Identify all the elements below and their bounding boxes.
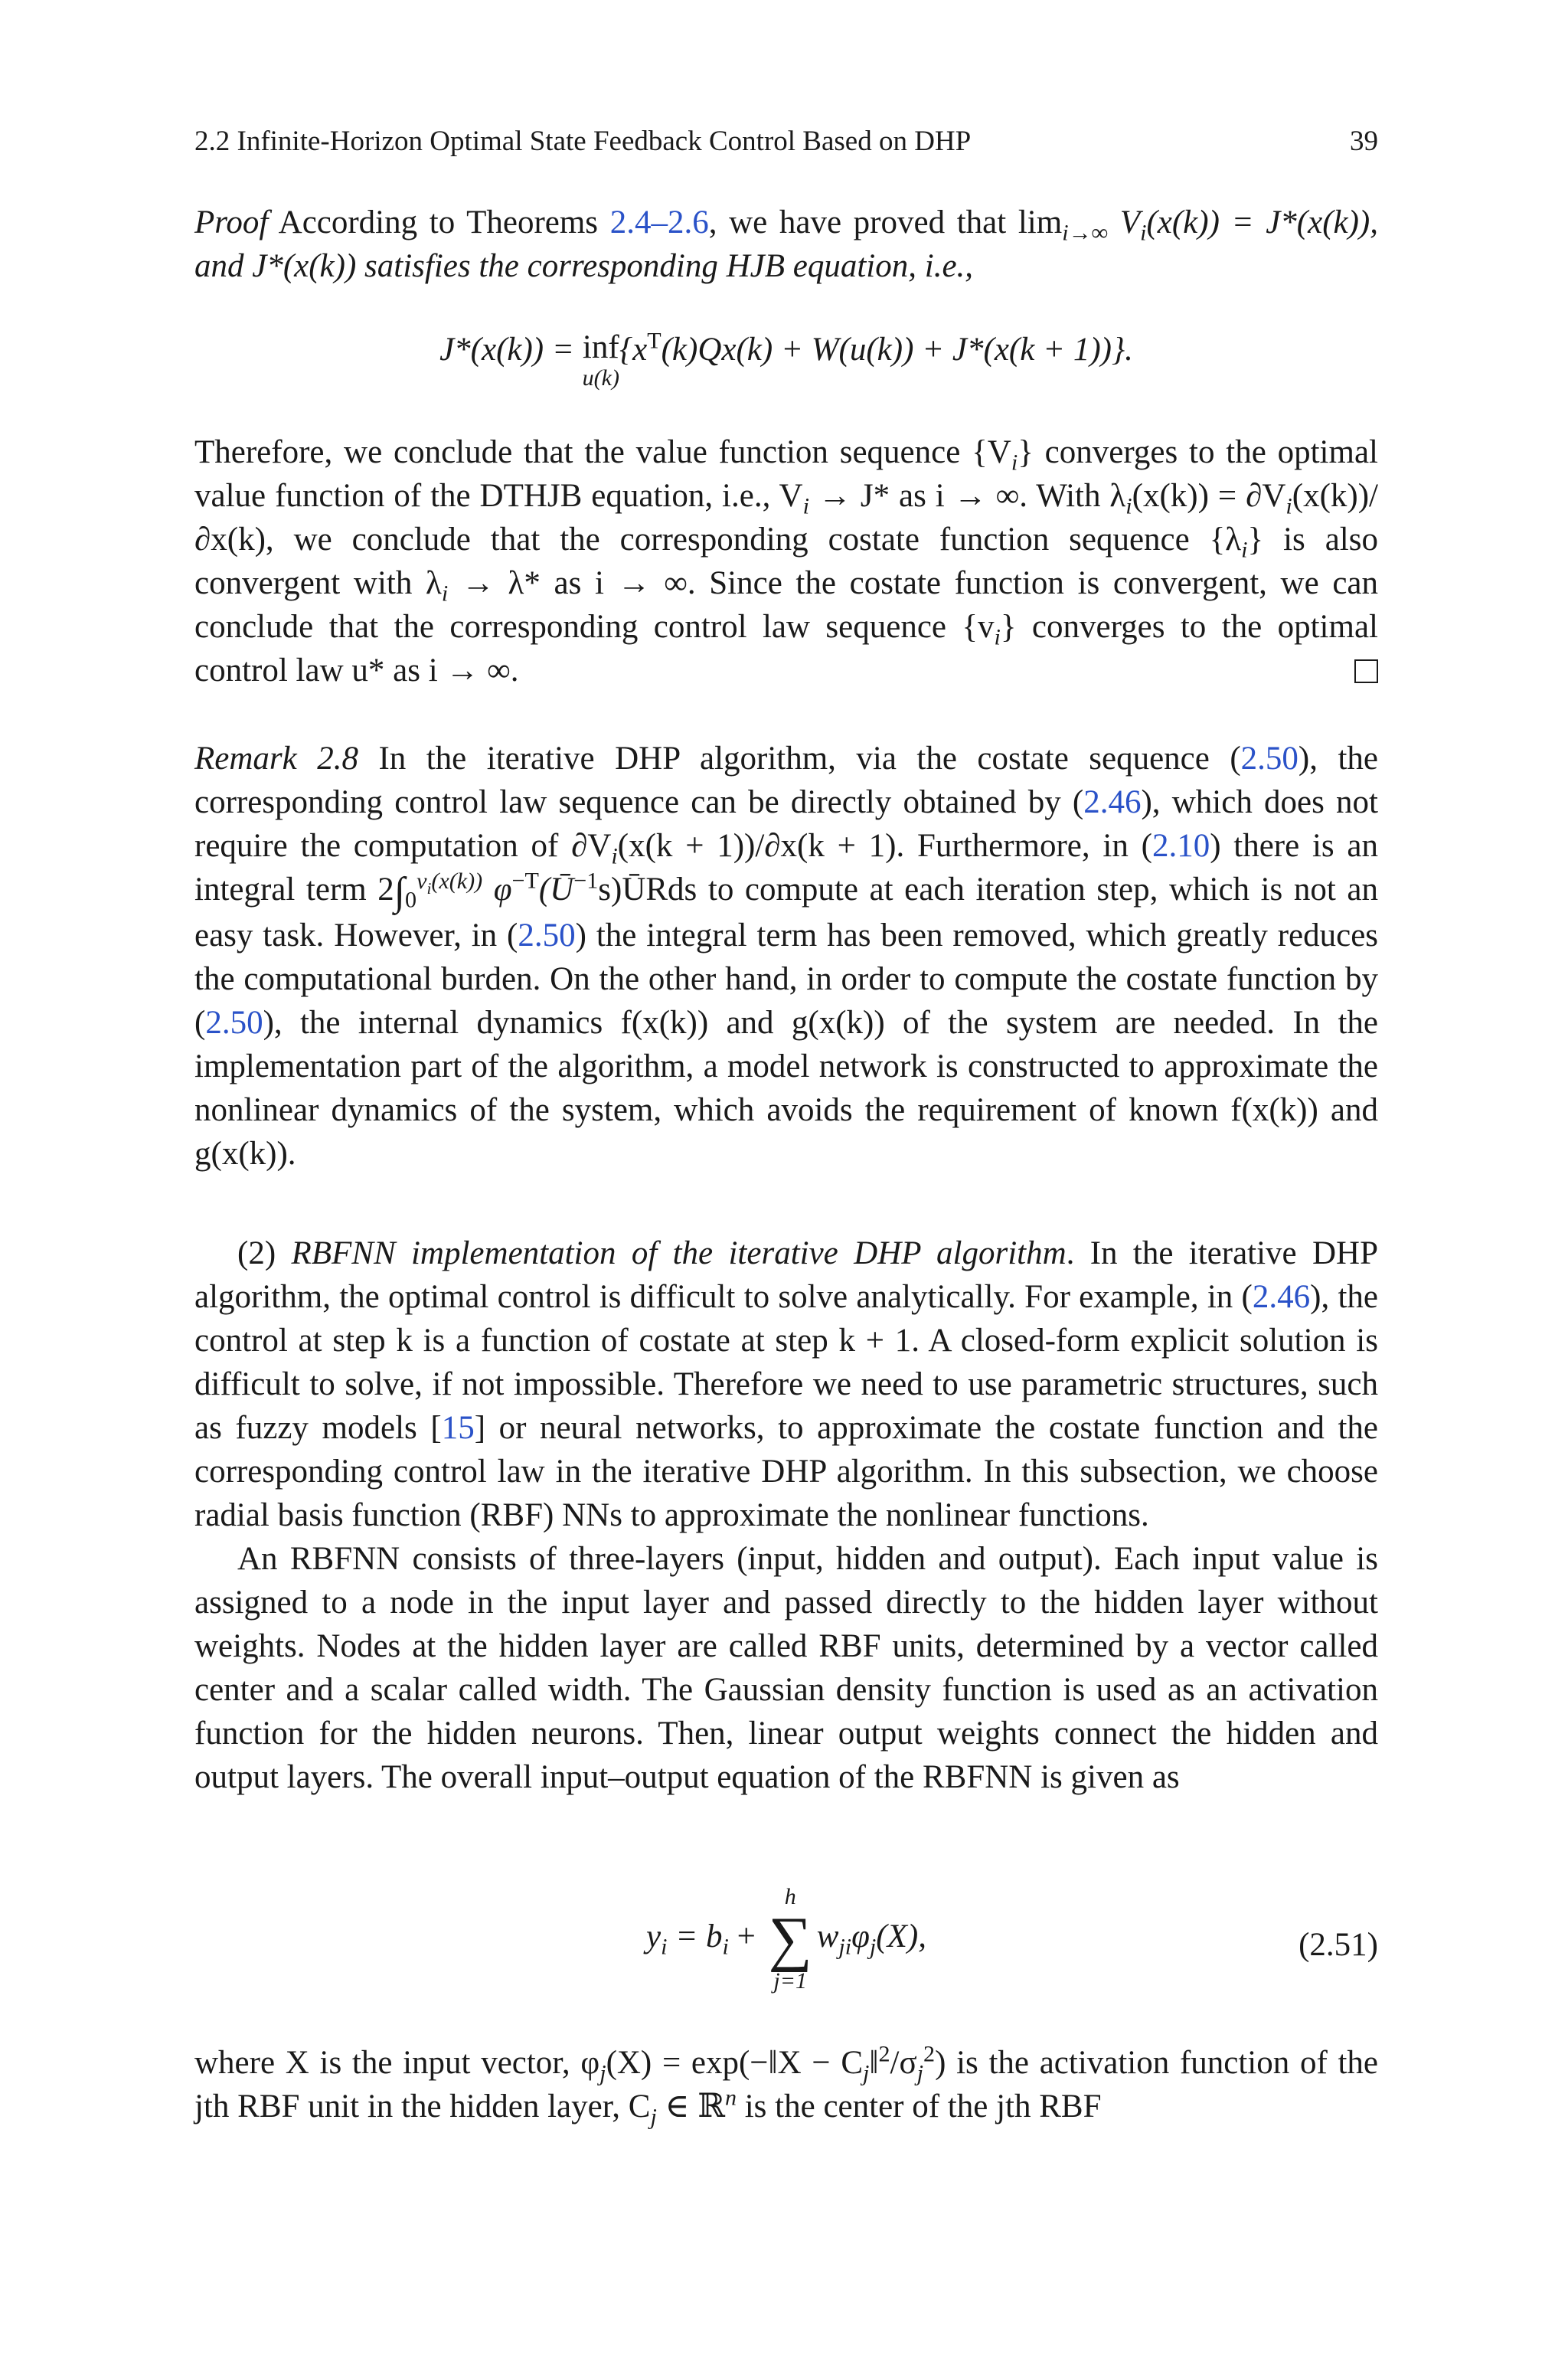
proof-conclusion-paragraph: Therefore, we conclude that the value function sequence $\{V_i\}$ converges to the optimal value function of the DTHJB equation, i.e., $V_i \to J*$ as i → ∞. With $\lambda_i(x(k)) = \partial V_i(x(k))/\partial x(k)$, we conclude that the corresponding costate function sequence $\{\lambda_i\}$ is also convergent with $\lambda_i \to \lambda*$ as i → ∞. Since the costate function is convergent, we can conclude that the corresponding control law sequence $\{v_i\}$ converges to the optimal control law u* as i → ∞. <box>194 434 1378 689</box>
end-of-proof-icon <box>1354 659 1378 683</box>
rbfnn-output-equation: $y_i = b_i$ + h ∑ j=1 $w_{ji}\varphi_j(X)$, <box>646 1884 926 1994</box>
equation-reference-link[interactable]: 2.50 <box>1240 741 1298 777</box>
infimum-operator: inf u(k) <box>582 329 619 391</box>
page-number: 39 <box>1350 126 1378 157</box>
equation-reference-link[interactable]: 2.46 <box>1083 784 1142 820</box>
activation-function-paragraph: where X is the input vector, $\varphi_j(X)$ = exp(−‖X − $C_j‖^2/\sigma_j^2$) is the activation function of the jth RBF unit in the hidden layer, $C_j$ ∈ ℝ$^n$ is the center of the jth RBF <box>194 2040 1378 2130</box>
summation-sign-icon: h ∑ j=1 <box>768 1884 812 1994</box>
equation-reference-link[interactable]: 2.50 <box>205 1005 263 1041</box>
rbfnn-structure-paragraph: An RBFNN consists of three-layers (input, hidden and output). Each input value is assigned to a node in the input layer and passed directly to the hidden layer without weights. Nodes at the hidden layer are called RBF units, determined by a vector called center and a scalar called width. The Gaussian density function is used as an activation function for the hidden neurons. Then, linear output weights connect the hidden and output layers. The overall input–output equation of the RBFNN is given as <box>194 1541 1378 1795</box>
equation-reference-link[interactable]: 2.50 <box>518 918 576 953</box>
integral-sign-icon: ∫ <box>394 870 406 914</box>
rbfnn-section <box>194 1232 1378 1799</box>
integral-lower-limit: 0 <box>405 886 417 913</box>
integral-upper-limit: vi(x(k)) <box>416 867 483 898</box>
running-header <box>194 123 1378 161</box>
proof-paragraph: Proof According to Theorems 2.4–2.6, we have proved that $\lim_{i\to\infty} V_i(x(k)) = J*(x(k))$, and J*(x(k)) satisfies the corresponding HJB equation, i.e., <box>194 204 1379 284</box>
hjb-equation: J*(x(k)) = inf u(k) $\{x^T(k)Qx(k) + W(u(k)) + J*(x(k + 1))\}$. <box>439 327 1133 391</box>
proof-label: Proof <box>194 204 269 240</box>
subsection-title: RBFNN implementation of the iterative DHP algorithm <box>291 1235 1067 1271</box>
section-title: 2.2 Infinite-Horizon Optimal State Feedback Control Based on DHP <box>194 126 972 157</box>
equation-reference-link[interactable]: 2.46 <box>1252 1279 1311 1315</box>
rbfnn-intro-paragraph: (2) RBFNN implementation of the iterative DHP algorithm. In the iterative DHP algorithm, the optimal control is difficult to solve analytically. For example, in (2.46), the control at step k is a function of costate at step k + 1. A closed-form explicit solution is difficult to solve, if not impossible. Therefore we need to use parametric structures, such as fuzzy models [15] or neural networks, to approximate the costate function and the corresponding control law in the iterative DHP algorithm. In this subsection, we choose radial basis function (RBF) NNs to approximate the nonlinear functions. <box>194 1235 1378 1533</box>
equation-reference-link[interactable]: 2.10 <box>1152 828 1210 864</box>
citation-link[interactable]: 15 <box>441 1410 475 1446</box>
theorem-reference-link[interactable]: 2.4–2.6 <box>609 204 709 240</box>
remark-paragraph: Remark 2.8 In the iterative DHP algorithm, via the costate sequence (2.50), the corresponding control law sequence can be directly obtained by (2.46), which does not require the computation of $\partial V_i(x(k + 1))/\partial x(k + 1)$. Furthermore, in (2.10) there is an integral term $2\int_0^{v_i(x(k))}$ $\varphi^{-T}(Ū^{-1}s)ŪRds$ to compute at each iteration step, which is not an easy task. However, in (2.50) the integral term has been removed, which greatly reduces the computational burden. On the other hand, in order to compute the costate function by (2.50), the internal dynamics f(x(k)) and g(x(k)) of the system are needed. In the implementation part of the algorithm, a model network is constructed to approximate the nonlinear dynamics of the system, which avoids the requirement of known f(x(k)) and g(x(k)). <box>194 741 1379 1172</box>
remark-label: Remark 2.8 <box>194 741 358 777</box>
equation-number: (2.51) <box>1298 1927 1378 1963</box>
